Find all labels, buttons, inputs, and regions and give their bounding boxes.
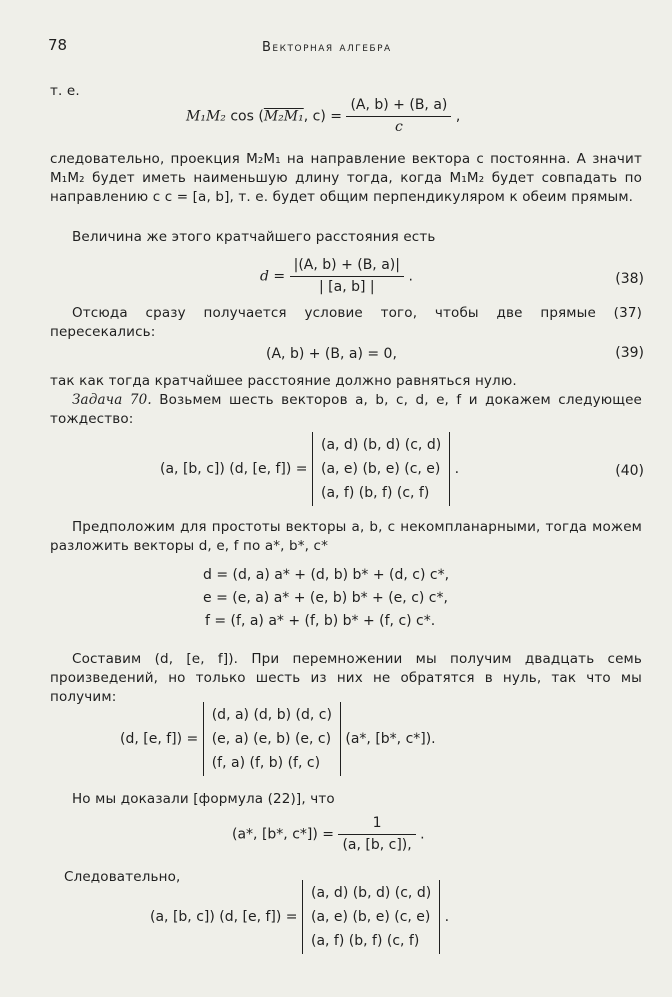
eq38-numerator: |(A, b) + (B, a)| [293,257,400,273]
eq-proj-numerator: (A, b) + (B, a) [350,97,448,113]
eq-proj-lhs-c: , c) = [303,108,342,125]
eq22-tail: . [420,826,425,843]
eq-mid-tail: (a*, [b*, c*]). [345,731,436,747]
equation-22 [232,814,425,855]
equation-final [150,880,449,954]
eq-proj-tail: , [455,108,461,125]
eq40-lhs: (a, [b, c]) (d, [e, f]) = [160,461,308,477]
eq40-determinant [312,432,450,506]
equation-compose [120,702,436,776]
eq-proj-lhs-a: M₁M₂ [186,108,226,125]
paragraph-compose: Составим (d, [e, f]). При перемножении мы получим двадцать семь произведений, но только шесть из них не обратятся в нуль, так что мы получим: [50,651,642,705]
equation-40 [160,432,459,506]
eq38-denominator: | [a, b] | [290,276,404,297]
eq-mid-row-3: (f, a) (f, b) (f, c) [211,755,321,771]
eq22-numerator: 1 [372,815,382,831]
eq-proj-denominator: c [346,116,451,137]
eq-mid-lhs: (d, [e, f]) = [120,731,199,747]
eq22-lhs: (a*, [b*, c*]) = [232,826,334,843]
eq-final-row-2: (a, e) (b, e) (c, e) [310,909,431,925]
eq40-row-1: (a, d) (b, d) (c, d) [320,437,442,453]
paragraph-distance: Величина же этого кратчайшего расстояния есть [72,229,436,245]
eq-final-lhs: (a, [b, c]) (d, [e, f]) = [150,909,298,925]
eq-mid-determinant [203,702,341,776]
eq38-fraction [290,256,404,297]
eq22-denominator: (a, [b, c]), [338,834,415,855]
eq-final-determinant [302,880,440,954]
paragraph-therefore: Следовательно, [64,869,181,885]
eq-final-row-1: (a, d) (b, d) (c, d) [310,885,432,901]
expansion-d: d = (d, a) a* + (d, b) b* + (d, c) c*, [203,567,450,583]
equation-projection [186,96,460,137]
running-title: Векторная алгебра [262,40,392,55]
eq22-fraction [338,814,415,855]
paragraph-task [50,391,642,429]
equation-38-label: (38) [615,271,644,287]
paragraph-projection: следовательно, проекция M₂M₁ на направление вектора c постоянна. А значит M₁M₂ будет иметь наименьшую длину тогда, когда M₁M₂ будет совпадать по направлению с c = [a, b], т. е. будет общим перпендикуляром к обеим прямым. [50,151,642,205]
expansion-f: f = (f, a) a* + (f, b) b* + (f, c) c*. [205,613,436,629]
paragraph-zero: так как тогда кратчайшее расстояние должно равняться нулю. [50,373,517,389]
eq38-tail: . [408,268,413,285]
expansion-e: e = (e, a) a* + (e, b) b* + (e, c) c*, [203,590,448,606]
equation-40-label: (40) [615,463,644,479]
task-label: Задача 70. [72,392,152,408]
eq-mid-row-1: (d, a) (d, b) (d, c) [211,707,332,723]
eq40-tail: . [454,461,460,477]
eq38-lhs: d = [260,268,286,285]
paragraph-intersection: Отсюда сразу получается условие того, чтобы две прямые (37) пересекались: [50,305,642,340]
paragraph-lead: т. е. [50,83,80,99]
eq40-row-2: (a, e) (b, e) (c, e) [320,461,441,477]
task-text: Возьмем шесть векторов a, b, c, d, e, f и докажем следующее тождество: [50,392,642,427]
paragraph-proved: Но мы доказали [формула (22)], что [72,791,335,807]
eq-proj-vector: M₂M₁ [263,108,304,125]
eq-final-row-3: (a, f) (b, f) (c, f) [310,933,420,949]
eq-final-tail: . [444,909,450,925]
eq-proj-fraction [346,96,451,137]
eq-mid-row-2: (e, a) (e, b) (e, c) [211,731,332,747]
equation-39: (A, b) + (B, a) = 0, [266,346,397,362]
eq40-row-3: (a, f) (b, f) (c, f) [320,485,430,501]
equation-38 [260,256,413,297]
eq-proj-lhs-b: cos ( [230,108,264,125]
paragraph-assume: Предположим для простоты векторы a, b, c некомпланарными, тогда можем разложить векторы d, e, f по a*, b*, c* [50,519,642,554]
page-number: 78 [48,36,68,54]
equation-39-label: (39) [615,345,644,361]
